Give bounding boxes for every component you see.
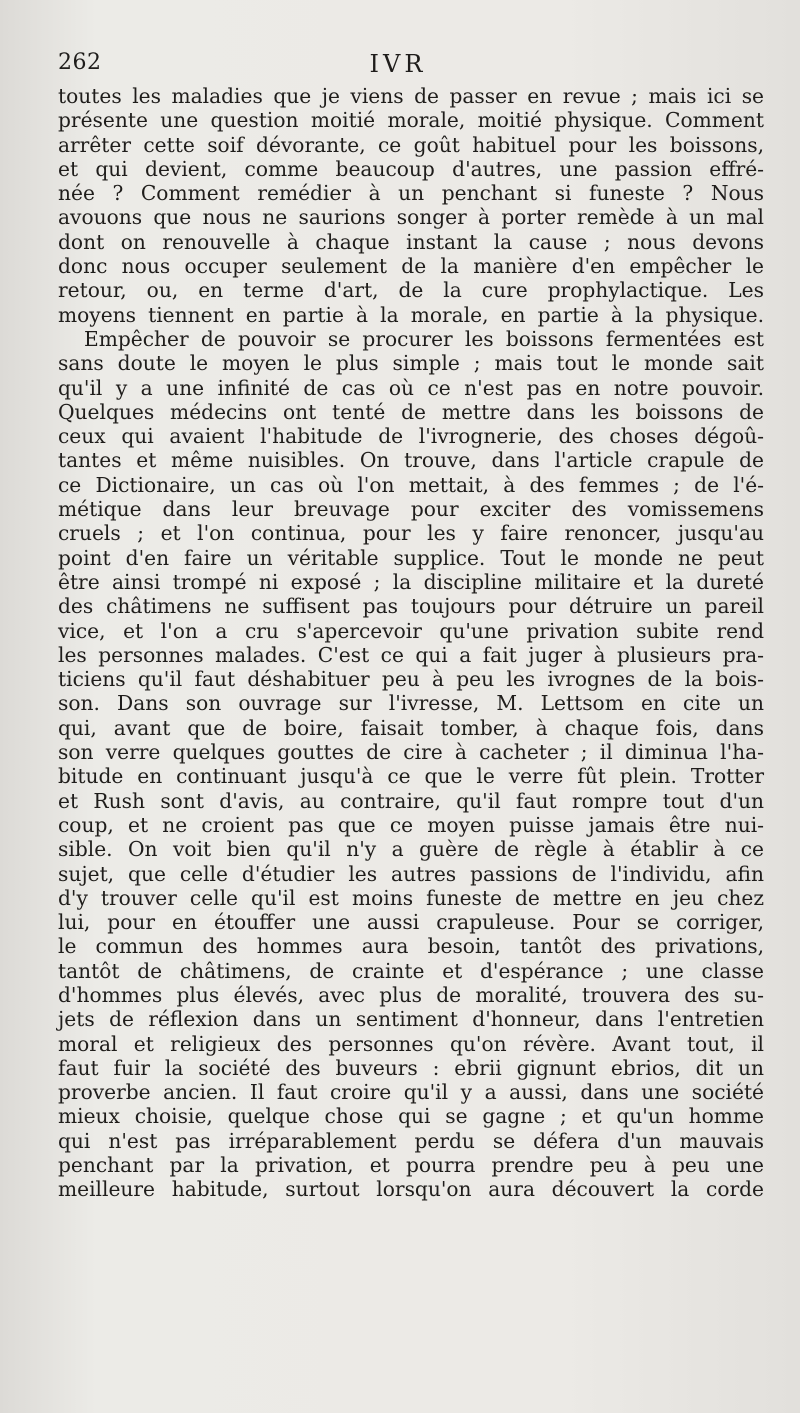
text-segment: ticiens qu'il faut déshabituer peu à peu les ivrognes de la bois- xyxy=(58,667,764,692)
text-line xyxy=(58,983,764,1007)
text-segment: point d'en faire un véritable supplice. Tout le monde ne peut xyxy=(58,545,764,570)
text-line xyxy=(58,351,764,375)
text-line xyxy=(58,594,764,618)
text-line xyxy=(58,254,764,278)
text-line xyxy=(58,181,764,205)
text-line xyxy=(58,157,764,181)
text-line xyxy=(58,934,764,958)
text-line xyxy=(58,278,764,302)
text-segment: son verre quelques gouttes de cire à cacheter ; il diminua l'ha- xyxy=(58,740,764,765)
italic-text: crapule xyxy=(647,448,725,473)
text-segment: faut fuir la société des buveurs : xyxy=(58,1055,455,1080)
text-segment: sible. On voit bien qu'il n'y a guère de règle à établir à ce xyxy=(58,837,764,862)
text-segment: et Rush sont d'avis, au contraire, qu'il faut rompre tout d'un xyxy=(58,788,764,813)
text-line xyxy=(58,84,764,108)
text-line xyxy=(58,1129,764,1153)
text-segment: meilleure habitude, surtout lorsqu'on aura découvert la corde xyxy=(58,1177,764,1202)
text-segment: dont on renouvelle à chaque instant la cause ; nous devons xyxy=(58,229,764,254)
text-line xyxy=(58,473,764,497)
text-line xyxy=(58,400,764,424)
text-segment: moral et religieux des personnes qu'on révère. Avant tout, il xyxy=(58,1031,764,1056)
text-segment: d'y trouver celle qu'il est moins funeste de mettre en jeu chez xyxy=(58,885,764,910)
text-line xyxy=(58,1080,764,1104)
text-segment: vice, et l'on a cru s'apercevoir qu'une privation subite rend xyxy=(58,618,764,643)
text-line xyxy=(58,1177,764,1201)
text-line xyxy=(58,230,764,254)
text-line xyxy=(58,448,764,472)
text-segment: , dit un xyxy=(674,1055,764,1080)
text-line xyxy=(58,716,764,740)
text-segment: bitude en continuant jusqu'à ce que le verre fût plein. Trotter xyxy=(58,764,764,789)
text-line xyxy=(58,570,764,594)
text-line xyxy=(58,497,764,521)
text-line xyxy=(58,303,764,327)
text-segment: Quelques médecins ont tenté de mettre dans les boissons de xyxy=(58,399,764,424)
text-segment: avouons que nous ne saurions songer à porter remède à un mal xyxy=(58,205,764,230)
page-header xyxy=(58,50,738,80)
text-segment: qu'il y a une infinité de cas où ce n'est pas en notre pouvoir. xyxy=(58,375,764,400)
text-segment: son. Dans son ouvrage sur l'ivresse, M. Lettsom en cite un xyxy=(58,691,764,716)
text-line xyxy=(58,376,764,400)
text-segment: cruels ; et l'on continua, pour les y faire renoncer, jusqu'au xyxy=(58,521,764,546)
text-line xyxy=(58,1153,764,1177)
text-segment: qui n'est pas irréparablement perdu se défera d'un mauvais xyxy=(58,1128,764,1153)
text-segment: métique dans leur breuvage pour exciter des vomissemens xyxy=(58,497,764,522)
text-line xyxy=(58,521,764,545)
text-line xyxy=(58,205,764,229)
text-segment: donc nous occuper seulement de la manière d'en empêcher le xyxy=(58,254,764,279)
text-segment: toutes les maladies que je viens de passer en revue ; mais ici se xyxy=(58,84,764,108)
text-segment: et qui devient, comme beaucoup d'autres, une passion effré- xyxy=(58,156,764,181)
text-segment: le commun des hommes aura besoin, tantôt des privations, xyxy=(58,934,764,959)
text-segment: moyens tiennent en partie à la morale, en partie à la physique. xyxy=(58,302,764,327)
italic-text: ebrii gignunt ebrios xyxy=(454,1055,675,1080)
text-line xyxy=(58,1056,764,1080)
text-segment: tantôt de châtimens, de crainte et d'espérance ; une classe xyxy=(58,958,764,983)
paragraph-first-line xyxy=(58,327,764,351)
page-number: 262 xyxy=(58,50,102,75)
text-line xyxy=(58,691,764,715)
text-line xyxy=(58,546,764,570)
text-line xyxy=(58,837,764,861)
text-segment: mieux choisie, quelque chose qui se gagne ; et qu'un homme xyxy=(58,1104,764,1129)
running-head: IVR xyxy=(369,50,427,78)
text-line xyxy=(58,740,764,764)
text-segment: retour, ou, en terme d'art, de la cure prophylactique. Les xyxy=(58,278,764,303)
text-line xyxy=(58,108,764,132)
text-segment: proverbe ancien. Il faut croire qu'il y a aussi, dans une société xyxy=(58,1080,764,1105)
text-segment: penchant par la privation, et pourra prendre peu à peu une xyxy=(58,1153,764,1178)
text-line xyxy=(58,764,764,788)
text-segment: présente une question moitié morale, moitié physique. Comment xyxy=(58,108,764,133)
text-segment: les personnes malades. C'est ce qui a fait juger à plusieurs pra- xyxy=(58,642,764,667)
text-segment: arrêter cette soif dévorante, ce goût habituel pour les boissons, xyxy=(58,132,764,157)
body-text xyxy=(58,84,764,1202)
text-segment: jets de réflexion dans un sentiment d'honneur, dans l'entretien xyxy=(58,1007,764,1032)
text-line xyxy=(58,886,764,910)
text-segment: ce Dictionaire, un cas où l'on mettait, à des femmes ; de l'é- xyxy=(58,472,764,497)
text-line xyxy=(58,1032,764,1056)
text-line xyxy=(58,959,764,983)
text-segment: lui, pour en étouffer une aussi crapuleuse. Pour se corriger, xyxy=(58,910,764,935)
text-segment: tantes et même nuisibles. On trouve, dans l'article xyxy=(58,448,648,473)
text-segment: être ainsi trompé ni exposé ; la discipline militaire et la dureté xyxy=(58,569,764,594)
text-line xyxy=(58,910,764,934)
text-segment: coup, et ne croient pas que ce moyen puisse jamais être nui- xyxy=(58,812,764,837)
text-segment: née ? Comment remédier à un penchant si funeste ? Nous xyxy=(58,181,764,206)
text-line xyxy=(58,1104,764,1128)
text-line xyxy=(58,813,764,837)
text-segment: qui, avant que de boire, faisait tomber, à chaque fois, dans xyxy=(58,715,764,740)
text-segment: Empêcher de pouvoir se procurer les boissons fermentées est xyxy=(84,326,764,351)
text-line xyxy=(58,424,764,448)
text-segment: sans doute le moyen le plus simple ; mais tout le monde sait xyxy=(58,351,764,376)
text-line xyxy=(58,619,764,643)
text-line xyxy=(58,1007,764,1031)
text-line xyxy=(58,789,764,813)
text-segment: de xyxy=(724,448,764,473)
text-segment: sujet, que celle d'étudier les autres passions de l'individu, afin xyxy=(58,861,764,886)
text-line xyxy=(58,643,764,667)
text-line xyxy=(58,133,764,157)
text-segment: des châtimens ne suffisent pas toujours pour détruire un pareil xyxy=(58,594,764,619)
text-segment: d'hommes plus élevés, avec plus de moralité, trouvera des su- xyxy=(58,982,764,1007)
text-segment: ceux qui avaient l'habitude de l'ivrognerie, des choses dégoû- xyxy=(58,424,764,449)
text-line xyxy=(58,667,764,691)
text-line xyxy=(58,862,764,886)
